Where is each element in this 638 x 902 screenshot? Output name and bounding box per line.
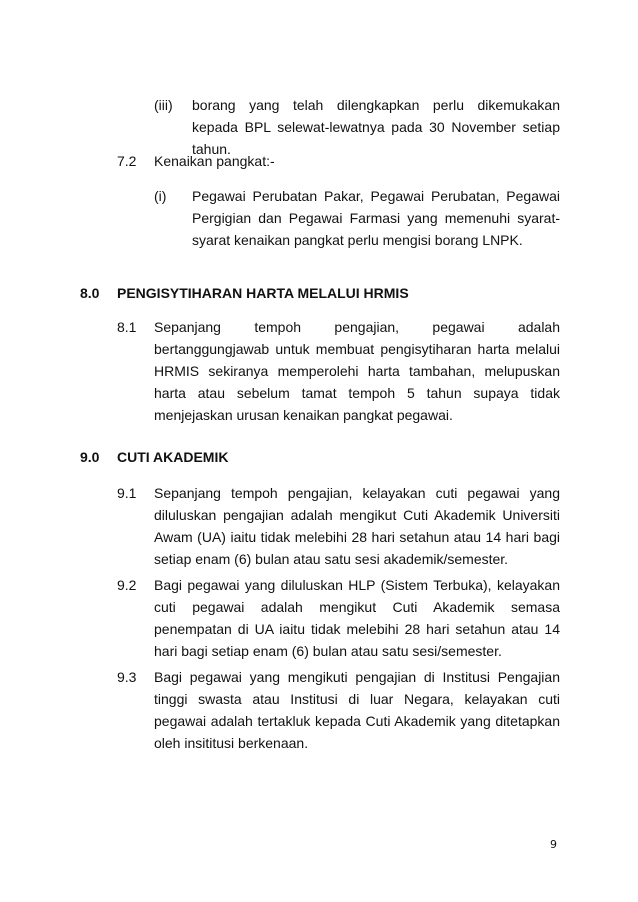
section-text: Sepanjang tempoh pengajian, kelayakan cuti pegawai yang diluluskan pengajian adalah mengikut Cuti Akademik Universiti Awam (UA) iaitu tidak melebihi 28 hari setahun atau 14 hari bagi setiap enam (6) bulan atau satu sesi akademik/semester. <box>154 485 560 567</box>
section-text: Kenaikan pangkat:- <box>154 153 275 169</box>
page-number: 9 <box>550 838 557 851</box>
item-text: Pegawai Perubatan Pakar, Pegawai Perubatan, Pegawai Pergigian dan Pegawai Farmasi yang memenuhi syarat-syarat kenaikan pangkat perlu mengisi borang LNPK. <box>192 188 560 248</box>
item-text: borang yang telah dilengkapkan perlu dikemukakan kepada BPL selewat-lewatnya pada 30 November setiap tahun. <box>192 97 560 157</box>
item-number: (i) <box>154 188 167 204</box>
section-number: 9.1 <box>117 485 137 501</box>
section-text: Bagi pegawai yang mengikuti pengajian di Institusi Pengajian tinggi swasta atau Institusi di luar Negara, kelayakan cuti pegawai adalah tertakluk kepada Cuti Akademik yang ditetapkan oleh insititusi berkenaan. <box>154 669 560 751</box>
section-number: 8.0 <box>80 285 100 301</box>
section-number: 7.2 <box>117 153 137 169</box>
section-heading: CUTI AKADEMIK <box>117 449 229 465</box>
section-number: 9.0 <box>80 449 100 465</box>
section-number: 9.2 <box>117 577 137 593</box>
item-number: (iii) <box>154 97 173 113</box>
section-text: Sepanjang tempoh pengajian, pegawai adalah bertanggungjawab untuk membuat pengisytiharan harta melalui HRMIS sekiranya memperolehi harta tambahan, melupuskan harta atau sebelum tamat tempoh 5 tahun supaya tidak menjejaskan urusan kenaikan pangkat pegawai. <box>154 319 560 423</box>
section-text: Bagi pegawai yang diluluskan HLP (Sistem Terbuka), kelayakan cuti pegawai adalah mengikut Cuti Akademik semasa penempatan di UA iaitu tidak melebihi 28 hari setahun atau 14 hari bagi setiap enam (6) bulan atau satu sesi/semester. <box>154 577 560 659</box>
section-number: 9.3 <box>117 669 137 685</box>
section-heading: PENGISYTIHARAN HARTA MELALUI HRMIS <box>117 285 409 301</box>
section-number: 8.1 <box>117 319 137 335</box>
